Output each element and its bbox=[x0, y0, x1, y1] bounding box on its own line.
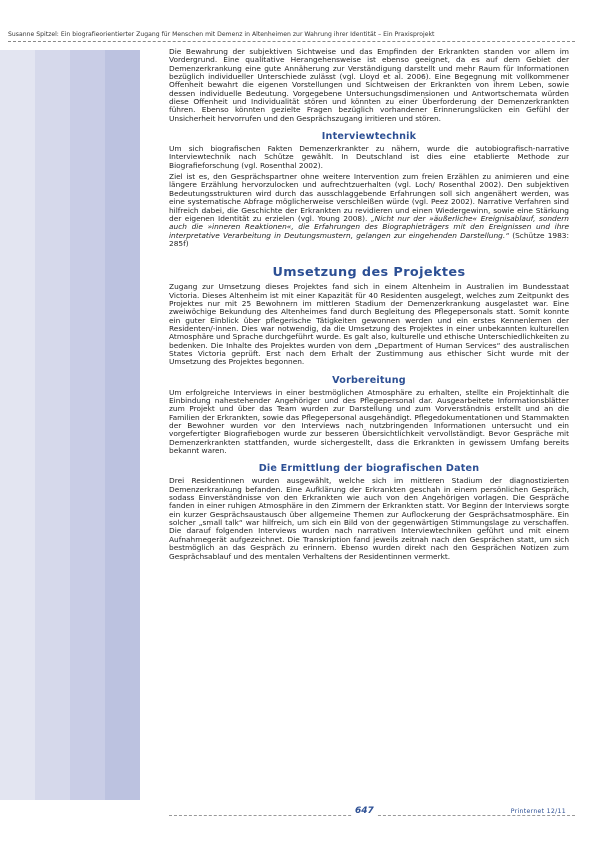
intro-paragraph: Die Bewahrung der subjektiven Sichtweise und das Empfinden der Erkrankten standen vor allem im Vordergrund. Eine qualitative Herangehensweise ist ebenso geeignet, da es auf dem Gebiet der Demenzerkrankung eine gute Annäherung zur Verständigung darstellt und mehr Raum für Informationen bezüglich individueller Unterschiede zulässt (vgl. Lloyd et al. 2006). Eine Begegnung mit vollkommener Offenheit bewahrt die eigenen Vorstellungen und Sichtweisen der Erkrankten von ihrem Leben, sowie dessen individuelle Bedeutung. Vorgegebene Untersuchungsdimensionen und Antwortschemata würden diese Offenheit und Individualität stören und könnten zu einer Überforderung der Demenzerkrankten führen. Ebenso könnten gezielte Fragen bezüglich vorhandener Erinnerungslücken ein Gefühl der Unsicherheit hervorrufen und den Gesprächszugang irritieren und stören. bbox=[169, 47, 569, 123]
decorative-sidebar-stripes bbox=[0, 50, 140, 800]
interview-paragraph-2-text: Ziel ist es, den Gesprächspartner ohne weitere Intervention zum freien Erzählen zu animieren und eine längere Erzählung hervorzulocken und aufrechtzuerhalten (vgl. Loch/ Rosenthal 2002). Den subjektiven Bedeutungsstrukturen wird durch das ausschlaggebende Erfahrungen soll sich angenähert werden, was eine systematische Abfrage möglicherweise verschleißen würde (vgl. Peez 2002). Narrative Verfahren sind hilfreich dabei, die Geschichte der Erkrankten zu revidieren und einen Wiedergewinn, sowie eine Stärkung der eigenen Identität zu erzielen (vgl. Young 2008). bbox=[169, 172, 569, 223]
interview-paragraph-1: Um sich biografischen Fakten Demenzerkrankter zu nähern, wurde die autobiografisch-narrative Interviewtechnik nach Schütze gewählt. In Deutschland ist dies eine etablierte Methode zur Biografieforschung (vgl. Rosenthal 2002). bbox=[169, 144, 569, 170]
umsetzung-paragraph: Zugang zur Umsetzung dieses Projektes fand sich in einem Altenheim in Australien im Bundesstaat Victoria. Dieses Altenheim ist mit einer Kapazität für 40 Residenten ausgelegt, welches zum Zeitpunkt des Projektes nur mit 25 Bewohnern im mittleren Stadium der Demenzerkrankung ausgelastet war. Eine zweiwöchige Bekundung des Altenheimes fand durch Begleitung des Pflegepersonals statt. Somit konnte ein guter Einblick über pflegerische Tätigkeiten gewonnen werden und ein erstes Kennenlernen der Residenten/-innen. Dies war notwendig, da die Umsetzung des Projektes in einer unbekannten kulturellen Atmosphäre und Sprache durchgeführt wurde. Es galt also, kulturelle und ethische Unterschiedlichkeiten zu bedenken. Die Inhalte des Projektes wurden von dem „Department of Human Services“ des australischen States Victoria geprüft. Erst nach dem Erhalt der Zustimmung aus ethischer Sicht wurde mit der Umsetzung des Projektes begonnen. bbox=[169, 282, 569, 367]
heading-umsetzung: Umsetzung des Projektes bbox=[272, 265, 466, 281]
page-footer bbox=[0, 806, 595, 820]
heading-ermittlung: Die Ermittlung der biografischen Daten bbox=[258, 463, 480, 475]
schuetze-citation: (Schütze 1983: 285f) bbox=[169, 230, 570, 248]
page-number: 647 bbox=[352, 806, 377, 816]
stripe-4 bbox=[105, 50, 140, 800]
running-title: Susanne Spitzel: Ein biografieorientierter Zugang für Menschen mit Demenz in Altenheimen zur Wahrung ihrer Identität – Ein Praxisprojekt bbox=[8, 31, 435, 38]
vorbereitung-paragraph: Um erfolgreiche Interviews in einer bestmöglichen Atmosphäre zu erhalten, stellte ein Projektinhalt die Einbindung nahestehender Angehöriger und des Pflegepersonal dar. Ausgearbeitete Informationsblätter zum Projekt und über das Team wurden zur Darstellung und zum Vorverständnis erstellt und an die Familien der Erkrankten, sowie das Pflegepersonal ausgehändigt. Pflegedokumentationen und Stammakten der Bewohner wurden vor den Interviews nach nutzbringenden Informationen untersucht und ein vorgefertigter Biografiebogen wurde zur besseren Übersichtlichkeit vervollständigt. Bevor Gespräche mit Demenzerkrankten stattfanden, wurde sichergestellt, dass die Erkrankten in gewissem Umfang bereits bekannt waren. bbox=[169, 387, 569, 456]
heading-vorbereitung: Vorbereitung bbox=[332, 374, 406, 386]
schuetze-quote: „Nicht nur der »äußerliche« Ereignisablauf, sondern auch die »inneren Reaktionen«, die Erfahrungen des Biographieträgers mit den Ereignissen und ihre interpretative Verarbeitung in Deutungsmustern, gelangen zur eingehenden Darstellung.“ bbox=[169, 213, 569, 240]
stripe-2 bbox=[35, 50, 70, 800]
running-header bbox=[8, 31, 575, 40]
journal-name: Printernet 12/11 bbox=[508, 808, 569, 815]
interview-paragraph-2 bbox=[169, 173, 569, 248]
header-divider bbox=[8, 41, 575, 42]
stripe-3 bbox=[70, 50, 105, 800]
ermittlung-paragraph: Drei Residentinnen wurden ausgewählt, welche sich im mittleren Stadium der diagnostizierten Demenzerkrankung befanden. Eine Aufklärung der Erkrankten geschah in einem persönlichen Gespräch, sodass Einverständnisse von den Erkrankten wie auch von den Angehörigen vorlagen. Die Gespräche fanden in einer ruhigen Atmosphäre in den Zimmern der Erkrankten statt. Vor Beginn der Interviews sorgte ein kurzer Gesprächsaustausch über allgemeine Themen zur Auflockerung der Gesprächsatmosphäre. Ein solcher „small talk“ war hilfreich, um sich ein Bild von der gegenwärtigen Stimmungslage zu verschaffen. Die darauf folgenden Interviews wurden nach narrativen Interviewtechniken geführt und mit einem Aufnahmegerät aufgezeichnet. Die Transkription fand jeweils zeitnah nach den Gesprächen statt, um sich bestmöglich an das Gespräch zu erinnern. Ebenso wurden direkt nach den Gesprächen Notizen zum Gesprächsablauf und des mentalen Verhaltens der Residentinnen vermerkt. bbox=[169, 476, 569, 561]
heading-interviewtechnik: Interviewtechnik bbox=[321, 131, 417, 143]
stripe-1 bbox=[0, 50, 35, 800]
article-body bbox=[169, 48, 569, 563]
